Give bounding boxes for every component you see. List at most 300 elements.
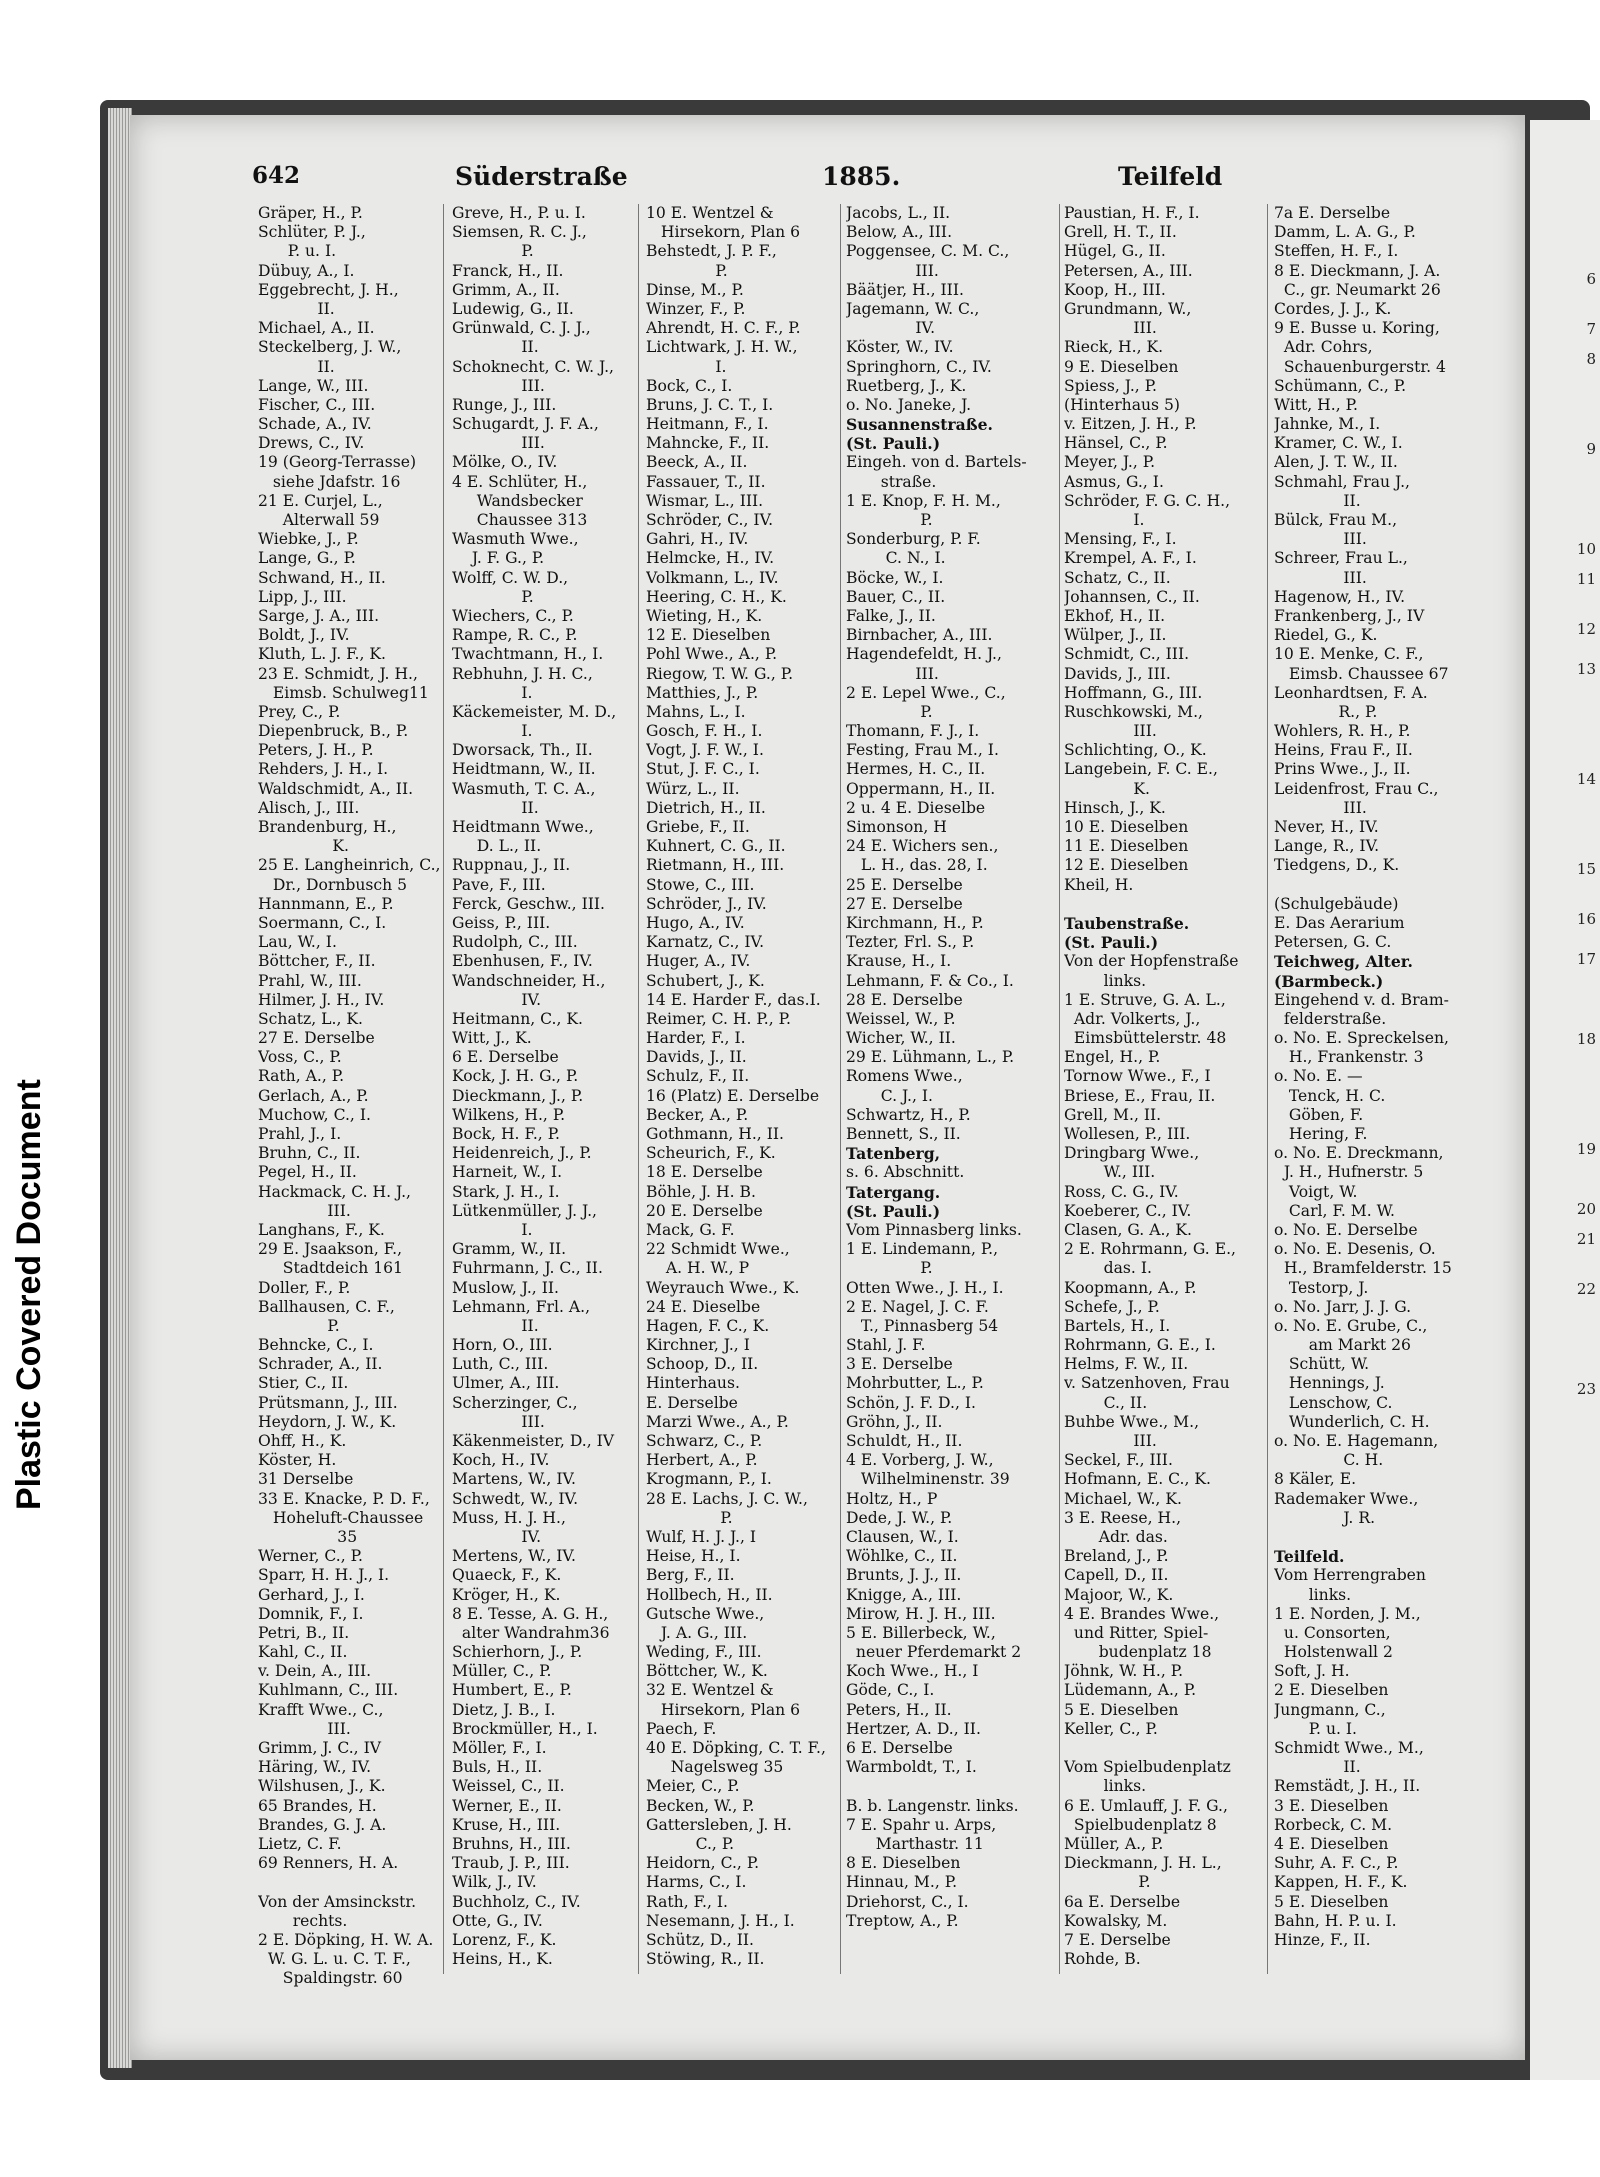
directory-entry: 6 E. Umlauff, J. F. G., [1064,1796,1228,1815]
directory-entry: Becker, A., P. [646,1105,749,1124]
directory-entry: Bahn, H. P. u. I. [1274,1911,1397,1930]
directory-entry: 23 E. Schmidt, J. H., [258,664,418,683]
directory-entry: P. u. I. [258,242,337,261]
directory-entry: Schuldt, H., II. [846,1432,963,1450]
directory-entry: Wilkens, H., P. [452,1105,566,1124]
directory-entry: Reimer, C. H. P., P. [646,1009,791,1028]
directory-entry: Spielbudenplatz 8 [1064,1815,1217,1834]
directory-entry: Berg, F., II. [646,1566,735,1585]
directory-entry: Schubert, J., K. [646,971,765,990]
directory-entry: Weding, F., III. [646,1643,762,1662]
directory-entry: o. No. E. Desenis, O. [1274,1240,1436,1259]
directory-entry: Taubenstraße. [1064,913,1190,933]
directory-entry: Dietz, J. B., I. [452,1700,556,1719]
directory-entry: Leonhardtsen, F. A. [1274,683,1428,702]
directory-entry: 10 E. Wentzel & [646,204,774,222]
directory-entry: Scheurich, F., K. [646,1144,776,1163]
directory-entry: Grimm, J. C., IV [258,1739,382,1757]
directory-entry: H., Bramfelderstr. 15 [1274,1259,1452,1278]
directory-entry: 10 E. Menke, C. F., [1274,645,1424,664]
directory-entry: C. N., I. [846,549,946,568]
directory-entry: v. Dein, A., III. [258,1662,372,1681]
directory-entry: Lichtwark, J. H. W., [646,338,798,357]
directory-entry: Otten Wwe., J. H., I. [846,1278,1004,1297]
directory-entry: IV. [846,319,936,338]
directory-entry: Heins, Frau F., II. [1274,741,1413,760]
directory-entry: 28 E. Lachs, J. C. W., [646,1489,808,1508]
directory-entry: Tiedgens, D., K. [1274,856,1400,875]
directory-entry: Stier, C., II. [258,1374,349,1393]
directory-entry: Jagemann, W. C., [846,299,980,318]
directory-entry: III. [452,434,545,453]
directory-entry: 3 E. Derselbe [846,1355,953,1374]
directory-entry: Steckelberg, J. W., [258,338,402,357]
directory-entry: Hänsel, C., P. [1064,434,1168,453]
directory-entry: Eingeh. von d. Bartels- [846,453,1027,472]
directory-entry: Lorenz, F., K. [452,1930,557,1949]
directory-entry: Lenschow, C. [1274,1393,1393,1412]
directory-entry: II. [1274,491,1361,510]
directory-entry: P. [1064,1873,1151,1892]
directory-entry: Hinnau, M., P. [846,1873,958,1892]
directory-entry: Muchow, C., I. [258,1105,371,1124]
directory-entry: I. [452,1220,533,1239]
directory-entry: Wohlers, R. H., P. [1274,722,1411,741]
adjacent-page-edge [1530,120,1600,2080]
column-rule [840,204,841,1974]
directory-entry: Below, A., III. [846,223,953,242]
directory-entry: Gröhn, J., II. [846,1412,943,1431]
directory-entry: III. [1274,798,1367,817]
directory-entry: Luth, C., III. [452,1355,549,1374]
directory-entry: 2 E. Rohrmann, G. E., [1064,1240,1236,1259]
directory-entry: Wasmuth, T. C. A., [452,779,596,798]
directory-entry: Wulf, H. J. J., I [646,1527,757,1546]
directory-entry: Scherzinger, C., [452,1393,578,1412]
directory-entry: Mohrbutter, L., P. [846,1374,984,1393]
directory-entry: Humbert, E., P. [452,1681,572,1700]
directory-entry: budenplatz 18 [1064,1643,1212,1662]
directory-entry: Waldschmidt, A., II. [258,779,414,798]
adjacent-page-number: 13 [1576,660,1596,678]
directory-entry: alter Wandrahm36 [452,1623,610,1642]
directory-entry: Festing, Frau M., I. [846,741,999,760]
directory-entry: Marthastr. 11 [846,1834,984,1853]
directory-entry: Heitmann, F., I. [646,415,769,434]
directory-entry: rechts. [258,1911,348,1930]
directory-column-3 [646,204,836,1969]
directory-entry: Springhorn, C., IV. [846,357,992,376]
directory-entry: Köster, W., IV. [846,338,954,357]
directory-entry: Heidtmann Wwe., [452,818,594,836]
directory-entry: v. Eitzen, J. H., P. [1064,415,1197,434]
directory-entry: Petersen, G. C. [1274,933,1392,952]
directory-entry: K. [1064,779,1151,798]
directory-entry: Ruppnau, J., II. [452,856,571,875]
directory-entry: Bock, H. F., P. [452,1125,561,1143]
directory-entry: III. [258,1719,351,1738]
directory-entry: Sonderburg, P. F. [846,530,981,549]
directory-entry: Nagelsweg 35 [646,1758,784,1777]
column-rule [638,204,639,1974]
directory-entry: H., Frankenstr. 3 [1274,1048,1424,1067]
directory-entry: C., P. [646,1834,735,1853]
directory-entry: neuer Pferdemarkt 2 [846,1643,1022,1662]
directory-entry: (Hinterhaus 5) [1064,395,1181,414]
directory-entry: 8 E. Tesse, A. G. H., [452,1604,609,1623]
directory-entry: am Markt 26 [1274,1336,1411,1355]
directory-entry: Lau, W., I. [258,933,337,952]
directory-entry: 6 E. Derselbe [846,1739,953,1757]
directory-entry: Beeck, A., II. [646,453,748,472]
directory-entry: Göde, C., I. [846,1681,935,1700]
directory-entry: Wandschneider, H., [452,971,606,990]
directory-entry: o. No. Jarr, J. J. G. [1274,1297,1412,1316]
directory-entry: Heitmann, C., K. [452,1009,584,1028]
directory-entry: 1 E. Knop, F. H. M., [846,491,1001,510]
directory-entry: P. [258,1316,340,1335]
directory-entry: Tatenberg, [846,1144,941,1164]
directory-entry: Hügel, G., II. [1064,242,1166,261]
directory-entry: Riedel, G., K. [1274,626,1378,645]
directory-entry: Briese, E., Frau, II. [1064,1086,1216,1105]
directory-entry: Stowe, C., III. [646,875,755,894]
directory-entry: Frankenberg, J., IV [1274,606,1425,625]
directory-entry: Jöhnk, W. H., P. [1064,1662,1184,1681]
directory-entry: Bock, C., I. [646,376,733,395]
directory-entry: o. No. E. Spreckelsen, [1274,1029,1449,1048]
directory-entry: C. J., I. [846,1086,934,1105]
directory-entry: P. u. I. [1274,1719,1358,1738]
directory-entry: 1 E. Struve, G. A. L., [1064,990,1226,1009]
directory-entry: Paech, F. [646,1719,717,1738]
directory-entry: Ferck, Geschw., III. [452,894,606,913]
directory-entry: Dringbarg Wwe., [1064,1144,1200,1163]
column-rule [1267,204,1268,1974]
directory-entry: Mölke, O., IV. [452,453,558,472]
directory-entry: Buhbe Wwe., M., [1064,1412,1200,1431]
directory-entry: 7 E. Derselbe [1064,1930,1171,1949]
directory-entry: (St. Pauli.) [1064,933,1159,953]
directory-entry [258,1873,440,1892]
directory-entry: Warmboldt, T., I. [846,1758,977,1777]
directory-column-2 [452,204,635,1969]
directory-entry: Krogmann, P., I. [646,1470,772,1489]
adjacent-page-number: 19 [1576,1140,1596,1158]
directory-entry: P. [646,261,728,280]
directory-entry: Wasmuth Wwe., [452,530,579,549]
directory-entry: Eggebrecht, J. H., [258,280,399,299]
directory-entry: Bartels, H., I. [1064,1316,1171,1335]
directory-entry: Hackmack, C. H. J., [258,1182,412,1201]
directory-entry [1274,876,1526,895]
directory-entry: Thomann, F. J., I. [846,722,980,741]
directory-entry: Hagendefeldt, H. J., [846,645,1002,664]
directory-entry: 4 E. Vorberg, J. W., [846,1451,994,1470]
directory-entry: Gutsche Wwe., [646,1604,765,1623]
directory-entry: Stark, J. H., I. [452,1182,560,1201]
directory-entry: Breland, J., P. [1064,1547,1169,1566]
directory-entry: III. [846,261,939,280]
directory-entry: I. [646,357,727,376]
directory-entry: links. [1064,971,1147,990]
directory-entry: K. [258,837,349,856]
directory-entry: Asmus, G., I. [1064,472,1164,491]
directory-entry: Behstedt, J. P. F., [646,242,777,261]
directory-entry: Horn, O., III. [452,1336,553,1355]
directory-entry: Geiss, P., III. [452,913,551,932]
directory-entry: Wöhlke, C., II. [846,1547,958,1566]
directory-entry: Schmidt Wwe., M., [1274,1739,1424,1757]
directory-entry: Gräper, H., P. [258,204,363,222]
directory-entry: Käkenmeister, D., IV [452,1432,615,1450]
directory-entry: Meier, C., P. [646,1777,740,1796]
directory-entry: Rath, A., P. [258,1067,345,1086]
directory-entry: Ulmer, A., III. [452,1374,560,1393]
directory-entry: 21 E. Curjel, L., [258,491,383,510]
directory-entry: 22 Schmidt Wwe., [646,1240,790,1259]
directory-entry: Kröger, H., K. [452,1585,561,1604]
directory-entry: Rieck, H., K. [1064,338,1164,357]
directory-entry: Kheil, H. [1064,875,1134,894]
directory-entry: o. No. Janeke, J. [846,395,972,414]
adjacent-page-number: 18 [1576,1030,1596,1048]
directory-entry: 8 Käler, E. [1274,1470,1357,1489]
directory-entry: Lietz, C. F. [258,1834,342,1853]
directory-entry: 28 E. Derselbe [846,990,963,1009]
directory-entry: II. [452,1316,539,1335]
directory-entry: J. R. [1274,1508,1376,1527]
directory-entry: Rudolph, C., III. [452,933,578,952]
directory-entry: Suhr, A. F. C., P. [1274,1854,1399,1873]
directory-entry: Capell, D., II. [1064,1566,1169,1585]
directory-entry: 12 E. Dieselben [646,626,771,645]
directory-entry: Alterwall 59 [258,511,380,529]
directory-entry: Wilhelminenstr. 39 [846,1470,1010,1489]
directory-entry: Griebe, F., II. [646,818,750,836]
directory-entry: 40 E. Döpking, C. T. F., [646,1739,826,1757]
adjacent-page-number: 6 [1586,270,1596,288]
directory-entry: 32 E. Wentzel & [646,1681,774,1700]
adjacent-page-number: 17 [1576,950,1596,968]
directory-entry: Weissel, C., II. [452,1777,565,1796]
page-edge [108,108,132,2068]
directory-entry: Pegel, H., II. [258,1163,357,1182]
directory-entry: Alen, J. T. W., II. [1274,453,1398,472]
directory-entry: Greve, H., P. u. I. [452,204,586,222]
directory-entry: Schröder, F. G. C. H., [1064,491,1231,510]
directory-entry: Schoop, D., II. [646,1355,759,1374]
directory-entry: Hofmann, E. C., K. [1064,1470,1211,1489]
directory-entry: Heering, C. H., K. [646,587,787,606]
directory-column-1 [258,204,440,1988]
directory-entry: Runge, J., III. [452,395,557,414]
directory-entry: Möller, F., I. [452,1739,547,1757]
directory-entry: Birnbacher, A., III. [846,626,993,645]
directory-entry: IV. [452,1527,542,1546]
directory-entry: Dr., Dornbusch 5 [258,875,408,894]
directory-entry: Grimm, A., II. [452,280,560,299]
directory-entry: Muslow, J., II. [452,1278,559,1297]
directory-entry: Fuhrmann, J. C., II. [452,1259,603,1278]
directory-entry: P. [452,242,534,261]
directory-entry: Vom Pinnasberg links. [846,1220,1022,1239]
directory-entry: Schütt, W. [1274,1355,1370,1374]
directory-entry: Weissel, W., P. [846,1009,956,1028]
directory-entry: Holtz, H., P [846,1489,938,1508]
directory-entry: Huger, A., IV. [646,952,751,971]
directory-entry: Ohff, H., K. [258,1432,347,1450]
adjacent-page-number: 23 [1576,1380,1596,1398]
directory-entry: I. [452,683,533,702]
directory-entry: Schwedt, W., IV. [452,1489,579,1508]
directory-entry: 69 Renners, H. A. [258,1854,399,1873]
directory-entry: J. H., Hufnerstr. 5 [1274,1163,1424,1182]
directory-entry: Martens, W., IV. [452,1470,576,1489]
directory-entry: Grell, H. T., II. [1064,223,1177,242]
directory-column-5 [1064,204,1264,1969]
directory-entry: R., P. [1274,702,1378,721]
adjacent-page-number: 16 [1576,910,1596,928]
directory-entry: Mertens, W., IV. [452,1547,576,1566]
adjacent-page-number: 14 [1576,770,1596,788]
directory-entry: Alisch, J., III. [258,798,360,817]
directory-entry: 31 Derselbe [258,1470,354,1489]
adjacent-page-number: 21 [1576,1230,1596,1248]
directory-entry: W., III. [1064,1163,1156,1182]
directory-column-6 [1274,204,1526,1950]
directory-entry: links. [1064,1777,1147,1796]
directory-entry: Wismar, L., III. [646,491,764,510]
directory-entry: das. I. [1064,1259,1152,1278]
directory-entry: Pohl Wwe., A., P. [646,645,778,664]
directory-entry: Böttcher, W., K. [646,1662,768,1681]
directory-entry: 14 E. Harder F., das.I. [646,990,821,1009]
directory-entry: Stöwing, R., II. [646,1950,765,1969]
directory-entry: Hannmann, E., P. [258,894,394,913]
directory-entry: Koch, H., IV. [452,1451,550,1470]
directory-entry: 2 E. Nagel, J. C. F. [846,1297,989,1316]
directory-entry: Rohde, B. [1064,1950,1141,1969]
directory-entry: 27 E. Derselbe [258,1029,375,1048]
directory-entry: Schierhorn, J., P. [452,1643,583,1662]
directory-entry: Driehorst, C., I. [846,1892,969,1911]
directory-entry: Never, H., IV. [1274,818,1379,836]
directory-entry: Prahl, W., III. [258,971,362,990]
directory-entry: 24 E. Wichers sen., [846,837,999,856]
directory-entry: Gahri, H., IV. [646,530,749,549]
directory-entry: Petri, B., II. [258,1623,350,1642]
directory-entry: (Schulgebäude) [1274,894,1399,913]
directory-entry: Weyrauch Wwe., K. [646,1278,800,1297]
directory-entry: 2 E. Döpking, H. W. A. [258,1930,434,1949]
directory-entry: Böhle, J. H. B. [646,1182,756,1201]
directory-entry: Holstenwall 2 [1274,1643,1393,1662]
directory-entry: Oppermann, H., II. [846,779,996,798]
directory-entry [846,1777,1056,1796]
directory-entry: Gattersleben, J. H. [646,1815,792,1834]
directory-entry: Rademaker Wwe., [1274,1489,1419,1508]
directory-entry: Krempel, A. F., I. [1064,549,1197,568]
directory-entry: Krafft Wwe., C., [258,1700,384,1719]
directory-entry: Quaeck, F., K. [452,1566,562,1585]
directory-entry: Traub, J. P., III. [452,1854,570,1873]
directory-entry: Kappen, H. F., K. [1274,1873,1408,1892]
directory-entry: Falke, J., II. [846,606,936,625]
directory-entry: Schulz, F., II. [646,1067,750,1086]
directory-entry: Lüdemann, A., P. [1064,1681,1197,1700]
directory-entry: Rath, F., I. [646,1892,728,1911]
directory-entry: Ekhof, H., II. [1064,606,1166,625]
adjacent-page-number: 11 [1576,570,1596,588]
directory-entry: Schmidt, C., III. [1064,645,1190,664]
directory-entry: Muss, H. J. H., [452,1508,566,1527]
directory-entry: Sarge, J. A., III. [258,606,380,625]
directory-entry: s. 6. Abschnitt. [846,1163,965,1182]
directory-entry: Kluth, L. J. F., K. [258,645,386,664]
directory-entry: Knigge, A., III. [846,1585,962,1604]
directory-entry: Twachtmann, H., I. [452,645,604,664]
year-heading: 1885. [822,162,901,191]
directory-entry: Hilmer, J. H., IV. [258,990,385,1009]
directory-entry: Teichweg, Alter. [1274,952,1413,972]
directory-entry: o. No. E. Hagemann, [1274,1432,1439,1450]
directory-entry: Schwarz, C., P. [646,1432,763,1450]
directory-entry: 18 E. Derselbe [646,1163,763,1182]
directory-entry: Clasen, G. A., K. [1064,1220,1192,1239]
directory-entry: Helmcke, H., IV. [646,549,775,568]
directory-entry: Davids, J., II. [646,1048,747,1067]
directory-entry: Müller, A., P. [1064,1834,1164,1853]
directory-entry [1064,1739,1264,1758]
directory-entry: Engel, H., P. [1064,1048,1161,1067]
directory-entry: Doller, F., P. [258,1278,351,1297]
directory-entry: Eingehend v. d. Bram- [1274,990,1449,1009]
directory-entry: Winzer, F., P. [646,299,746,318]
directory-entry: Boldt, J., IV. [258,626,350,645]
directory-entry: Riegow, T. W. G., P. [646,664,794,683]
directory-entry: Bülck, Frau M., [1274,511,1398,529]
directory-entry: 3 E. Dieselben [1274,1796,1389,1815]
directory-entry: Bruns, J. C. T., I. [646,395,774,414]
directory-entry: II. [258,357,335,376]
directory-entry: 5 E. Dieselben [1064,1700,1179,1719]
directory-entry [1274,1528,1526,1547]
adjacent-page-number: 20 [1576,1200,1596,1218]
directory-entry: Meyer, J., P. [1064,453,1156,472]
directory-entry: Werner, C., P. [258,1547,363,1566]
column-rule [1059,204,1060,1974]
directory-entry: Schlichting, O., K. [1064,741,1207,760]
directory-entry: III. [846,664,939,683]
directory-entry: Prins Wwe., J., II. [1274,760,1411,779]
directory-entry: Spaldingstr. 60 [258,1969,403,1988]
directory-entry: Von der Hopfenstraße [1064,952,1239,971]
directory-entry: W. G. L. u. C. T. F., [258,1950,411,1969]
directory-entry: Johannsen, C., II. [1064,587,1200,606]
directory-entry: Adr. Volkerts, J., [1064,1009,1201,1028]
directory-entry: 10 E. Dieselben [1064,818,1189,836]
directory-entry: Schefe, J., P. [1064,1297,1160,1316]
directory-entry: Schade, A., IV. [258,415,372,434]
directory-entry: Böttcher, F., II. [258,952,376,971]
adjacent-page-number: 7 [1586,320,1596,338]
directory-entry: (St. Pauli.) [846,1201,941,1221]
directory-entry: II. [452,798,539,817]
directory-entry: u. Consorten, [1274,1623,1391,1642]
directory-entry: 4 E. Brandes Wwe., [1064,1604,1220,1623]
directory-entry: Stadtdeich 161 [258,1259,403,1278]
